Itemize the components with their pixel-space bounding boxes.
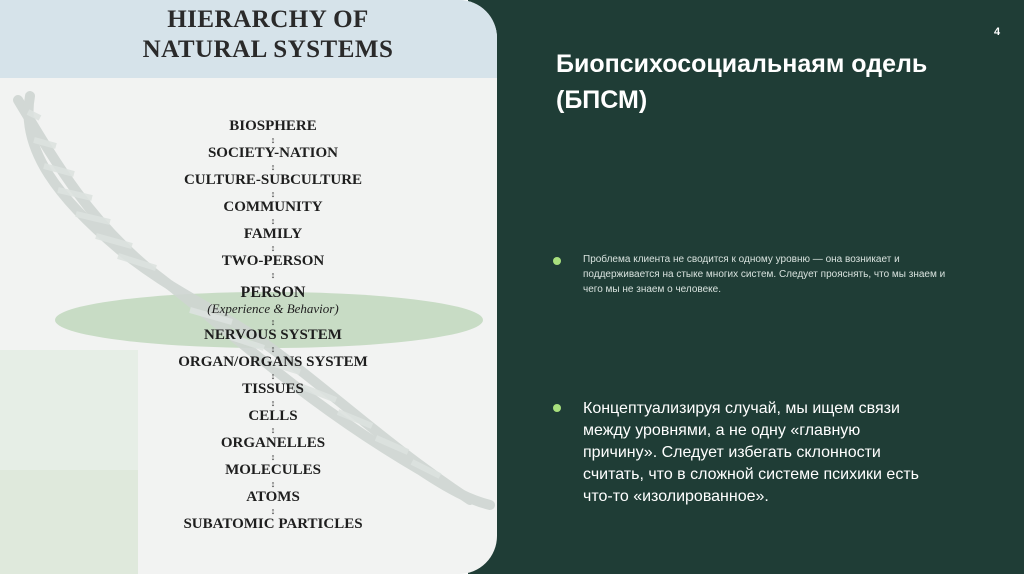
- bullet-dot-icon: [553, 257, 561, 265]
- slide-title: Биопсихосоциальнаям одель (БПСМ): [556, 50, 928, 114]
- figure-title: [138, 5, 398, 65]
- arrow-icon: ↕: [270, 317, 276, 327]
- level-culture-subculture: CULTURE-SUBCULTURE: [183, 172, 363, 188]
- level-society-nation: SOCIETY-NATION: [207, 145, 339, 161]
- arrow-icon: ↕: [270, 189, 276, 199]
- page-number: 4: [994, 26, 1001, 38]
- bullet-dot-icon: [553, 404, 561, 412]
- level-person-subtitle: (Experience & Behavior): [207, 301, 339, 316]
- arrow-icon: ↕: [270, 398, 276, 408]
- level-atoms: ATOMS: [246, 489, 300, 505]
- arrow-icon: ↕: [270, 162, 276, 172]
- level-person: PERSON: [240, 284, 306, 301]
- level-organ-system: ORGAN/ORGANS SYSTEM: [178, 354, 368, 370]
- level-tissues: TISSUES: [242, 381, 304, 397]
- arrow-icon: ↕: [270, 344, 276, 354]
- level-biosphere: BIOSPHERE: [229, 118, 317, 134]
- arrow-icon: ↕: [270, 216, 276, 226]
- level-subatomic-particles: SUBATOMIC PARTICLES: [183, 516, 363, 532]
- level-community: COMMUNITY: [223, 199, 323, 215]
- hierarchy-levels: [150, 118, 396, 533]
- level-cells: CELLS: [248, 408, 298, 424]
- arrow-icon: ↕: [270, 452, 276, 462]
- figure-title-line: HIERARCHY OF: [167, 6, 369, 33]
- level-organelles: ORGANELLES: [220, 435, 326, 451]
- level-family: FAMILY: [243, 226, 303, 242]
- arrow-icon: ↕: [270, 135, 276, 145]
- arrow-icon: ↕: [270, 270, 276, 280]
- arrow-icon: ↕: [270, 506, 276, 516]
- bullet-text: Проблема клиента не сводится к одному уровню — она возникает и поддерживается на стыке многих систем. Следует прояснять, что мы знаем и чего мы не знаем о человеке.: [583, 254, 946, 295]
- level-nervous-system: NERVOUS SYSTEM: [204, 327, 342, 343]
- arrow-icon: ↕: [270, 371, 276, 381]
- hierarchy-figure: [0, 0, 497, 574]
- arrow-icon: ↕: [270, 479, 276, 489]
- figure-title-line: NATURAL SYSTEMS: [142, 36, 394, 63]
- level-two-person: TWO-PERSON: [221, 253, 325, 269]
- arrow-icon: ↕: [270, 243, 276, 253]
- level-molecules: MOLECULES: [225, 462, 321, 478]
- bullet-text: Концептуализируя случай, мы ищем связи между уровнями, а не одну «главную причину». Следует избегать склонности считать, что в сложной системе психики есть что-то «изолированное».: [583, 400, 919, 505]
- arrow-icon: ↕: [270, 425, 276, 435]
